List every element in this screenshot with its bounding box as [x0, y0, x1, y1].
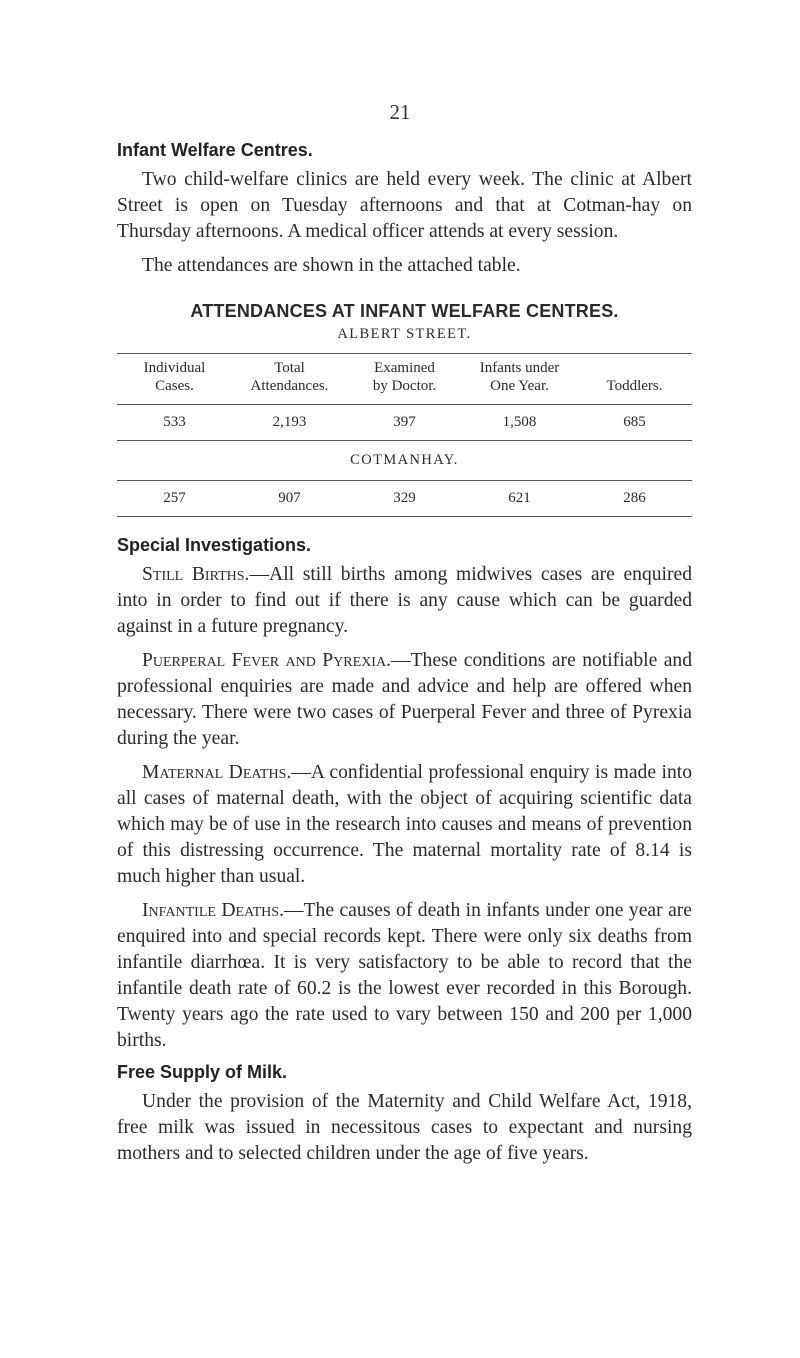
still-births-paragraph [117, 562, 692, 640]
maternal-deaths-text: —A confidential professional enquiry is made into all cases of maternal death, with the object of acquiring scientific data which may be of use in the research into causes and means of prevention of this distressing occurrence. The maternal mortality rate of 8.14 is much higher than usual. [117, 762, 692, 887]
table-header-row [117, 354, 692, 405]
header-line: by Doctor. [372, 378, 437, 394]
header-line: Infants under [479, 360, 560, 376]
still-births-text: —All still births among midwives cases are enquired into in order to find out if there is any cause which can be guarded against in a future pregnancy. [117, 564, 692, 637]
puerperal-paragraph [117, 648, 692, 752]
table-cell: 2,193 [232, 405, 347, 441]
header-individual-cases [117, 354, 232, 405]
header-line: One Year. [490, 378, 549, 394]
header-line: Toddlers. [606, 378, 663, 394]
table-cell: 907 [232, 481, 347, 517]
free-milk-paragraph: Under the provision of the Maternity and Child Welfare Act, 1918, free milk was issued in necessitous cases to expectant and nursing mothers and to selected children under the age of five years. [117, 1091, 692, 1164]
header-line: Cases. [155, 378, 194, 394]
header-total-attendances [232, 354, 347, 405]
page-content [117, 140, 692, 1175]
infantile-deaths-text: —The causes of death in infants under one year are enquired into and special records kept. There were only six deaths from infantile diarrhœa. It is very satisfactory to be able to record that the infantile death rate of 60.2 is the lowest ever recorded in this Borough. Twenty years ago the rate used to vary between 150 and 200 per 1,000 births. [117, 900, 692, 1051]
header-line: Individual [143, 360, 206, 376]
header-line: Attendances. [250, 378, 329, 394]
header-infants-under-one [462, 354, 577, 405]
still-births-label: Still Births. [142, 564, 250, 585]
infantile-deaths-label: Infantile Deaths. [142, 900, 284, 921]
table-cell: 533 [117, 405, 232, 441]
table-cell: 685 [577, 405, 692, 441]
attendances-note: The attendances are shown in the attached table. [142, 255, 521, 276]
table-title: ATTENDANCES AT INFANT WELFARE CENTRES. [190, 301, 619, 321]
free-milk-heading: Free Supply of Milk. [117, 1062, 288, 1082]
table-row [117, 405, 692, 441]
table-cell: 621 [462, 481, 577, 517]
header-line: Total [274, 360, 305, 376]
maternal-deaths-paragraph [117, 760, 692, 890]
puerperal-label: Puerperal Fever and Pyrexia. [142, 650, 391, 671]
infantile-deaths-paragraph [117, 898, 692, 1054]
albert-street-subtitle: ALBERT STREET. [337, 326, 472, 342]
maternal-deaths-label: Maternal Deaths. [142, 762, 292, 783]
cotmanhay-subtitle: COTMANHAY. [117, 441, 692, 481]
table-cell: 286 [577, 481, 692, 517]
puerperal-text: —These conditions are notifiable and professional enquiries are made and advice and help are offered when necessary. There were two cases of Puerperal Fever and three of Pyrexia during the year. [117, 650, 693, 749]
header-line: Examined [374, 360, 435, 376]
header-toddlers [577, 354, 692, 405]
table-cell: 329 [347, 481, 462, 517]
attendance-table [117, 353, 692, 517]
table-cell: 1,508 [462, 405, 577, 441]
table-cell: 257 [117, 481, 232, 517]
infant-welfare-heading: Infant Welfare Centres. [117, 140, 313, 160]
special-investigations-heading: Special Investigations. [117, 535, 312, 555]
table-cell: 397 [347, 405, 462, 441]
infant-welfare-paragraph: Two child-welfare clinics are held every week. The clinic at Albert Street is open on Tuesday afternoons and that at Cotman-hay on Thursday afternoons. A medical officer attends at every session. [117, 169, 692, 242]
header-examined [347, 354, 462, 405]
table-row [117, 481, 692, 517]
section-row [117, 441, 692, 481]
page-number: 21 [389, 100, 411, 124]
